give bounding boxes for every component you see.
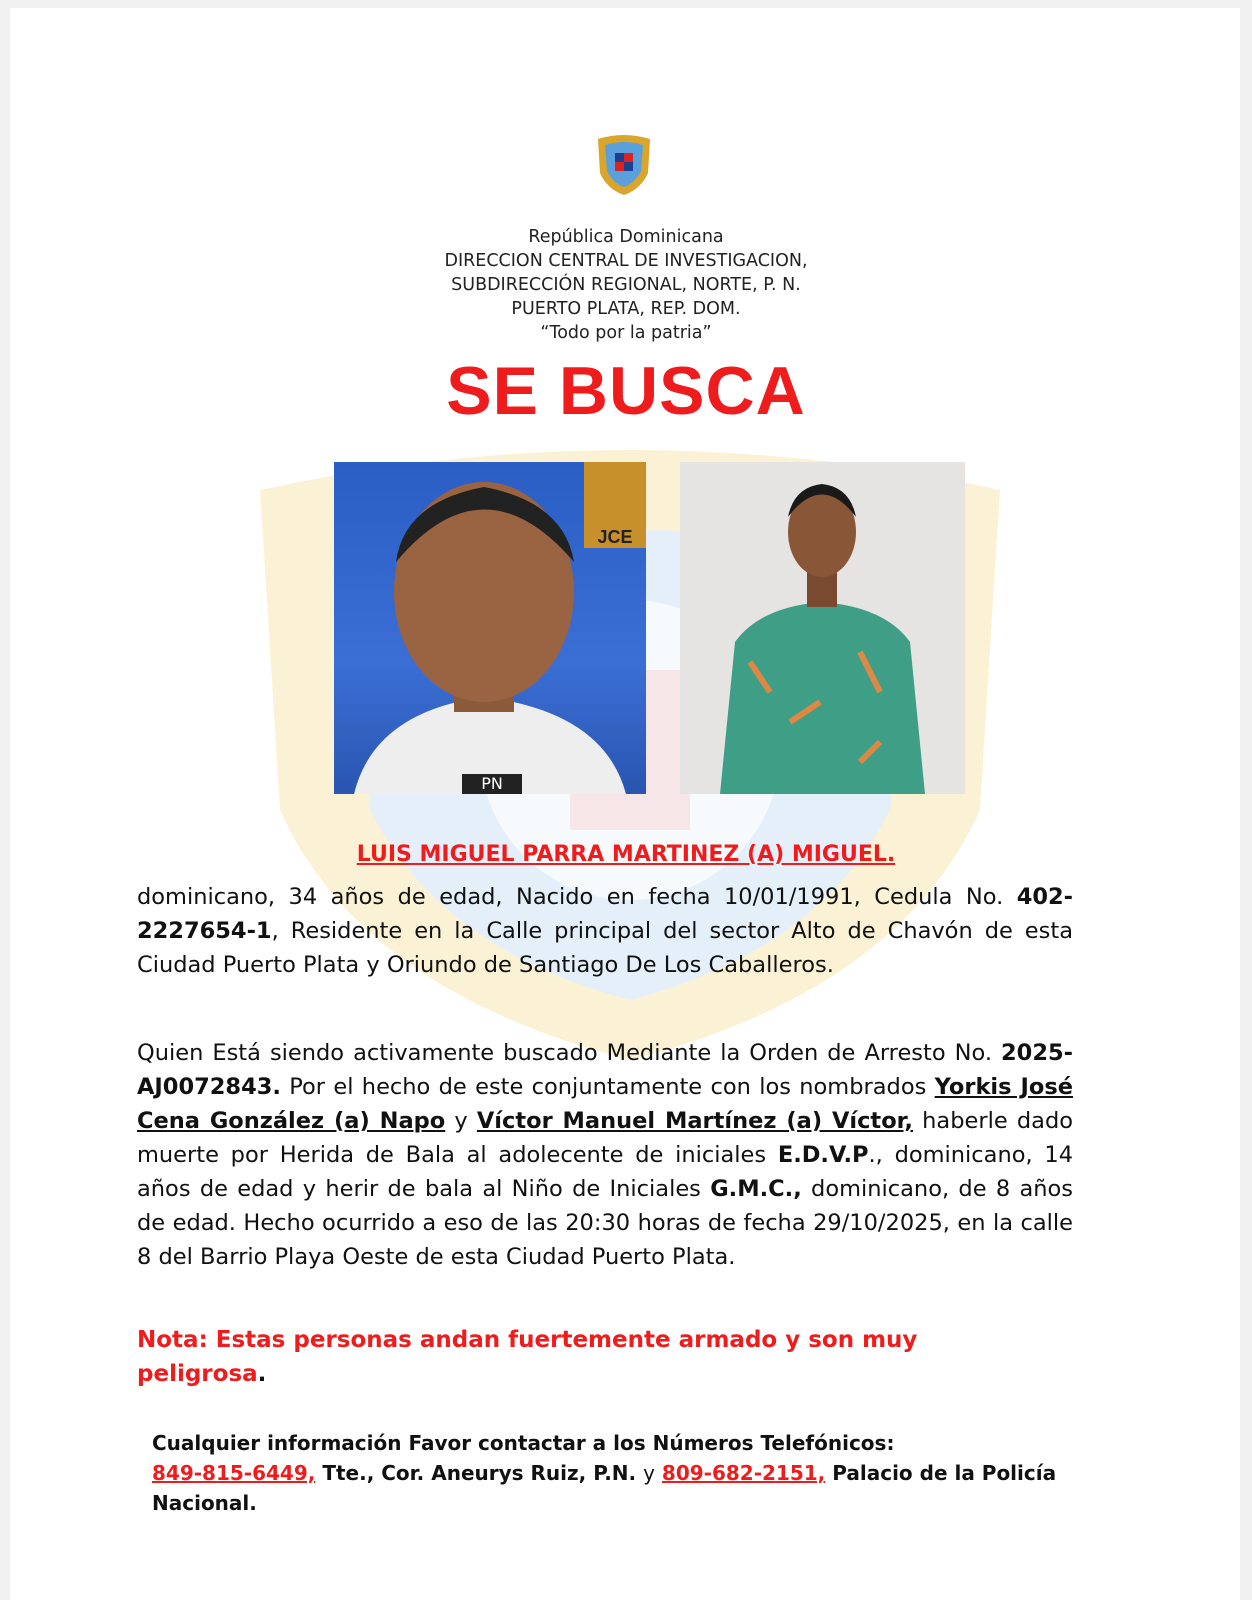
- header-line: PUERTO PLATA, REP. DOM.: [511, 299, 741, 319]
- description-text: dominicano, de 8 años de edad. Hecho ocurrido a eso de las 20:30 horas de fecha 29/10/2025, en la calle 8 del Barrio Playa Oeste de esta Ciudad Puerto Plata.: [137, 1176, 1073, 1270]
- full-body-portrait: [680, 462, 965, 794]
- pn-label: PN: [462, 774, 522, 794]
- header-line: SUBDIRECCIÓN REGIONAL, NORTE, P. N.: [451, 275, 801, 295]
- details-text: , Residente en la Calle principal del sector Alto de Chavón de esta Ciudad Puerto Plata y Oriundo de Santiago De Los Caballeros.: [137, 918, 1073, 978]
- description-text: y: [445, 1108, 477, 1134]
- description-text: Quien Está siendo activamente buscado Mediante la Orden de Arresto No.: [137, 1040, 1002, 1066]
- arrest-photo: [680, 462, 965, 794]
- issuing-authority-header: [0, 225, 1252, 345]
- note-period: .: [257, 1361, 267, 1387]
- phone-number-1[interactable]: 849-815-6449,: [152, 1461, 316, 1485]
- id-card-photo: [334, 462, 646, 794]
- crime-description-paragraph: [137, 1036, 1073, 1274]
- contact-text: y: [643, 1461, 655, 1485]
- arrest-order-number: 2025-AJ0072843.: [137, 1040, 1073, 1100]
- jce-logo: JCE: [584, 462, 646, 548]
- contact-intro: Cualquier información Favor contactar a los Números Telefónicos:: [152, 1431, 895, 1455]
- note-text: Nota: Estas personas andan fuertemente armado y son muy peligrosa: [137, 1327, 918, 1387]
- contact-info: [152, 1428, 1072, 1518]
- victim-initials: G.M.C.,: [710, 1176, 802, 1202]
- details-text: dominicano, 34 años de edad, Nacido en fecha 10/01/1991, Cedula No.: [137, 884, 1017, 910]
- police-seal-logo: [595, 133, 653, 197]
- contact-text: Tte., Cor. Aneurys Ruiz, P.N.: [315, 1461, 644, 1485]
- phone-number-2[interactable]: 809-682-2151,: [661, 1461, 826, 1485]
- header-line: DIRECCION CENTRAL DE INVESTIGACION,: [444, 251, 808, 271]
- wanted-title: SE BUSCA: [446, 353, 806, 429]
- description-text: haberle dado muerte por Herida de Bala al adolecente de iniciales: [137, 1108, 1073, 1168]
- description-text: ., dominicano, 14 años de edad y herir de bala al Niño de Iniciales: [137, 1142, 1074, 1202]
- header-motto: “Todo por la patria”: [540, 323, 712, 343]
- header-line: República Dominicana: [528, 227, 724, 247]
- accomplice-name: Yorkis José Cena González (a) Napo: [137, 1074, 1074, 1134]
- warning-note: [137, 1323, 1037, 1391]
- suspect-name: LUIS MIGUEL PARRA MARTINEZ (A) MIGUEL.: [356, 842, 896, 867]
- accomplice-name: Víctor Manuel Martínez (a) Víctor,: [476, 1108, 913, 1134]
- description-text: Por el hecho de este conjuntamente con los nombrados: [280, 1074, 935, 1100]
- suspect-details-paragraph: [137, 880, 1073, 982]
- contact-text: Palacio de la Policía Nacional.: [152, 1461, 1057, 1515]
- cedula-number: 402-2227654-1: [137, 884, 1073, 944]
- victim-initials: E.D.V.P: [777, 1142, 869, 1168]
